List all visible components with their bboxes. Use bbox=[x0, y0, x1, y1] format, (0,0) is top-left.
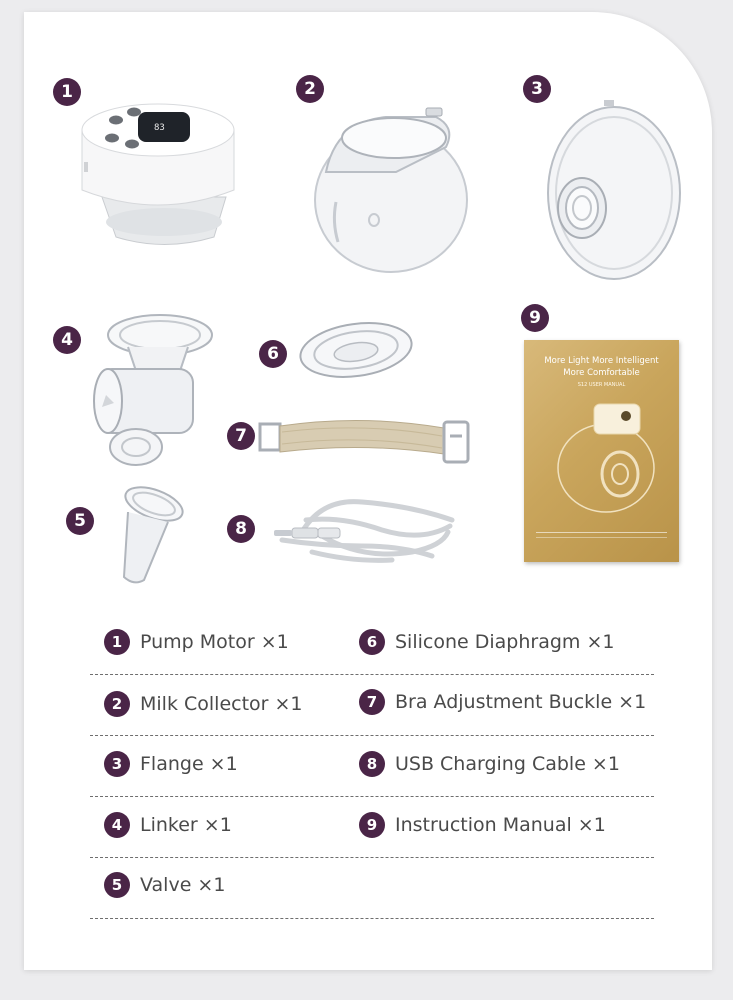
instruction-manual-image bbox=[524, 340, 679, 562]
badge-6: 6 bbox=[259, 340, 287, 368]
flange-image bbox=[534, 98, 684, 283]
list-label: Valve ×1 bbox=[140, 874, 226, 896]
silicone-diaphragm-image bbox=[296, 318, 416, 382]
list-number: 2 bbox=[104, 691, 130, 717]
svg-text:83: 83 bbox=[154, 123, 165, 133]
list-label: Instruction Manual ×1 bbox=[395, 814, 606, 836]
list-label: USB Charging Cable ×1 bbox=[395, 753, 620, 775]
list-label: Bra Adjustment Buckle ×1 bbox=[395, 691, 647, 713]
list-item-milk-collector bbox=[104, 691, 303, 717]
milk-collector-image bbox=[306, 102, 476, 282]
manual-cover-footer bbox=[536, 532, 667, 538]
list-label: Linker ×1 bbox=[140, 814, 232, 836]
list-number: 3 bbox=[104, 751, 130, 777]
list-label: Flange ×1 bbox=[140, 753, 238, 775]
badge-3: 3 bbox=[523, 75, 551, 103]
list-item-flange bbox=[104, 751, 238, 777]
badge-8: 8 bbox=[227, 515, 255, 543]
badge-4: 4 bbox=[53, 326, 81, 354]
list-item-linker bbox=[104, 812, 232, 838]
list-label: Silicone Diaphragm ×1 bbox=[395, 631, 615, 653]
list-number: 9 bbox=[359, 812, 385, 838]
list-number: 1 bbox=[104, 629, 130, 655]
list-number: 5 bbox=[104, 872, 130, 898]
list-item-bra-adjustment-buckle bbox=[359, 689, 646, 715]
list-item-instruction-manual bbox=[359, 812, 606, 838]
pump-motor-image bbox=[76, 102, 246, 247]
parts-card bbox=[24, 12, 712, 970]
badge-5: 5 bbox=[66, 507, 94, 535]
usb-charging-cable-image bbox=[262, 490, 462, 570]
badge-9: 9 bbox=[521, 304, 549, 332]
linker-image bbox=[88, 307, 218, 477]
list-number: 6 bbox=[359, 629, 385, 655]
list-number: 4 bbox=[104, 812, 130, 838]
list-label: Pump Motor ×1 bbox=[140, 631, 289, 653]
manual-cover-line2: More Comfortable bbox=[563, 368, 640, 378]
list-label: Milk Collector ×1 bbox=[140, 693, 303, 715]
badge-7: 7 bbox=[227, 422, 255, 450]
list-item-valve bbox=[104, 872, 225, 898]
manual-cover-line1: More Light More Intelligent bbox=[544, 356, 659, 366]
manual-cover-pump-icon bbox=[548, 396, 658, 516]
list-number: 7 bbox=[359, 689, 385, 715]
manual-cover-line3: S12 USER MANUAL bbox=[577, 382, 626, 388]
badge-2: 2 bbox=[296, 75, 324, 103]
valve-image bbox=[110, 482, 190, 592]
list-item-pump-motor bbox=[104, 629, 289, 655]
list-number: 8 bbox=[359, 751, 385, 777]
list-item-silicone-diaphragm bbox=[359, 629, 614, 655]
badge-1: 1 bbox=[53, 78, 81, 106]
bra-adjustment-buckle-image bbox=[252, 410, 480, 468]
list-item-usb-charging-cable bbox=[359, 751, 620, 777]
